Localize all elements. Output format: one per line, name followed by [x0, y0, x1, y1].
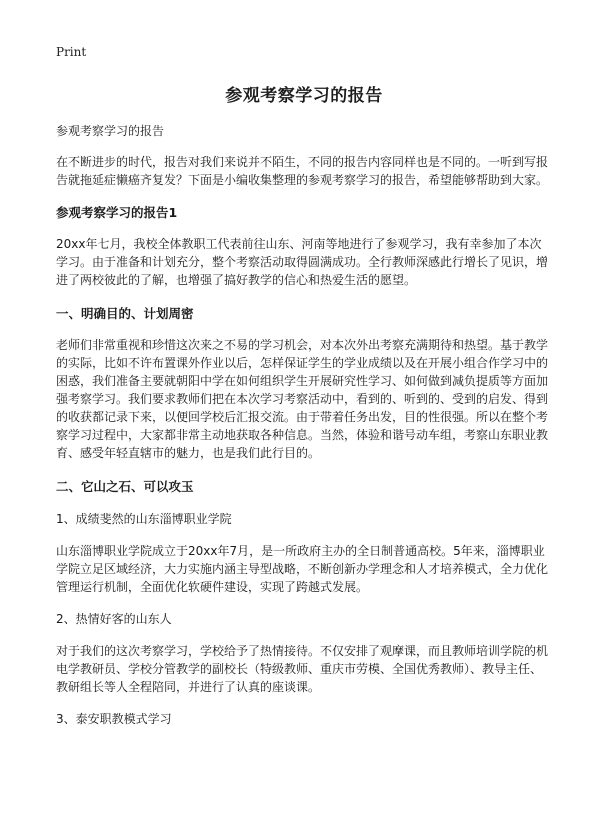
section1-paragraph: 老师们非常重视和珍惜这次来之不易的学习机会，对本次外出考察充满期待和热望。基于教学的实际，比如不许布置课外作业以后，怎样保证学生的学业成绩以及在开展小组合作学习中的困惑，我们准备主要就朝阳中学在如何组织学生开展研究性学习、如何做到减负提质等方面加强考察学习。我们要求教师们把在本次学习考察活动中，看到的、听到的、受到的启发、得到的收获都记录下来，以便回学校后汇报交流。由于带着任务出发，目的性很强。所以在整个考察学习过程中，大家都非常主动地获取各种信息。当然，体验和谐号动车组，考察山东职业教育、感受年轻直辖市的魅力，也是我们此行目的。 — [56, 338, 549, 460]
subsection2-heading: 2、热情好客的山东人 — [56, 612, 172, 626]
document-page — [56, 44, 552, 728]
intro-paragraph: 在不断进步的时代，报告对我们来说并不陌生，不同的报告内容同样也是不同的。一听到写报告就拖延症懒癌齐复发？下面是小编收集整理的参观考察学习的报告，希望能够帮助到大家。 — [56, 155, 549, 187]
subsection3-heading: 3、泰安职教模式学习 — [56, 712, 172, 726]
section1-heading: 一、明确目的、计划周密 — [56, 306, 194, 321]
report1-heading: 参观考察学习的报告1 — [56, 205, 178, 220]
print-link[interactable]: Print — [56, 45, 87, 59]
report1-paragraph: 20xx年七月，我校全体教职工代表前往山东、河南等地进行了参观学习，我有幸参加了本次学习。由于准备和计划充分，整个考察活动取得圆满成功。全行教师深感此行增长了见识，增进了两校彼此的了解，也增强了搞好教学的信心和热爱生活的愿望。 — [56, 237, 549, 287]
subsection1-paragraph: 山东淄博职业学院成立于20xx年7月，是一所政府主办的全日制普通高校。5年来，淄博职业学院立足区域经济，大力实施内涵主导型战略，不断创新办学理念和人才培养模式，全力优化管理运行机制，全面优化软硬件建设，实现了跨越式发展。 — [56, 544, 549, 594]
document-subtitle: 参观考察学习的报告 — [56, 124, 165, 138]
subsection1-heading: 1、成绩斐然的山东淄博职业学院 — [56, 512, 232, 526]
subsection2-paragraph: 对于我们的这次考察学习，学校给予了热情接待。不仅安排了观摩课，而且教师培训学院的机电学教研员、学校分管教学的副校长（特级教师、重庆市劳模、全国优秀教师）、教导主任、教研组长等人全程陪同，并进行了认真的座谈课。 — [56, 644, 549, 694]
section2-heading: 二、它山之石、可以攻玉 — [56, 479, 194, 494]
document-title: 参观考察学习的报告 — [225, 86, 383, 106]
